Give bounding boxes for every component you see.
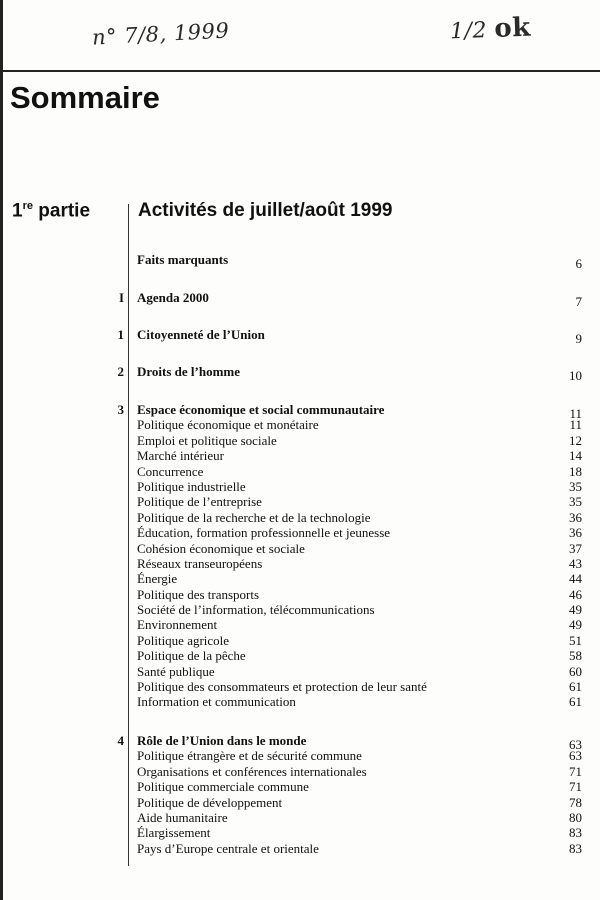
- entry-title: Environnement: [137, 617, 218, 633]
- entry-title: Santé publique: [137, 663, 215, 679]
- entry-page-number: 58: [569, 648, 582, 664]
- toc-section-heading[interactable]: [0, 364, 600, 383]
- toc-section-heading[interactable]: [0, 402, 600, 421]
- entry-title: Emploi et politique sociale: [137, 432, 277, 448]
- entry-page-number: 78: [569, 794, 582, 810]
- toc-entry[interactable]: [0, 633, 600, 648]
- toc-entry[interactable]: [0, 417, 600, 432]
- entry-title: Réseaux transeuropéens: [137, 555, 263, 571]
- entry-title: Politique de la pêche: [137, 648, 246, 664]
- toc-section-heading[interactable]: [0, 290, 600, 309]
- handwritten-issue-note: n° 7/8, 1999: [91, 18, 230, 50]
- entry-title: Société de l’information, télécommunications: [137, 602, 375, 618]
- entry-title: Information et communication: [137, 694, 296, 710]
- entry-title: Politique des transports: [137, 586, 260, 602]
- section-title: Faits marquants: [137, 252, 229, 267]
- entry-title: Énergie: [137, 571, 178, 587]
- toc-section: [0, 733, 600, 856]
- entry-page-number: 14: [569, 448, 582, 464]
- entry-page-number: 80: [569, 809, 582, 825]
- entry-title: Politique industrielle: [137, 478, 246, 494]
- section-number: 2: [117, 364, 124, 379]
- handwritten-fraction: 1/2: [449, 18, 488, 45]
- entry-page-number: 83: [569, 840, 582, 856]
- toc-section-heading[interactable]: [0, 252, 600, 271]
- entry-title: Politique de développement: [137, 794, 283, 810]
- section-page-number: 63: [569, 737, 582, 752]
- part-title: Activités de juillet/août 1999: [138, 200, 393, 221]
- toc-section: [0, 290, 600, 309]
- section-title: Droits de l’homme: [137, 364, 241, 379]
- entry-title: Pays d’Europe centrale et orientale: [137, 840, 319, 856]
- section-number: 3: [117, 402, 124, 417]
- entry-title: Politique agricole: [137, 632, 230, 648]
- top-rule: [0, 70, 600, 72]
- entry-page-number: 36: [569, 509, 582, 525]
- entry-title: Marché intérieur: [137, 448, 224, 464]
- toc-entry[interactable]: [0, 525, 600, 540]
- entry-page-number: 49: [569, 617, 582, 633]
- entry-title: Organisations et conférences internationales: [137, 763, 367, 779]
- toc-section-heading[interactable]: [0, 733, 600, 752]
- toc-entry[interactable]: [0, 617, 600, 632]
- toc-entry[interactable]: [0, 587, 600, 602]
- toc-entry[interactable]: [0, 556, 600, 571]
- toc-section: [0, 327, 600, 346]
- entry-page-number: 49: [569, 602, 582, 618]
- section-title: Citoyenneté de l’Union: [137, 327, 265, 342]
- entry-page-number: 18: [569, 463, 582, 479]
- section-page-number: 11: [569, 406, 582, 421]
- toc-entry[interactable]: [0, 795, 600, 810]
- part-number: 1: [12, 200, 23, 222]
- entry-title: Cohésion économique et sociale: [137, 540, 305, 556]
- entry-page-number: 37: [569, 540, 582, 556]
- entry-page-number: 83: [569, 825, 582, 841]
- page-title: Sommaire: [10, 80, 160, 115]
- handwritten-check-note: [450, 13, 532, 46]
- section-page-number: 9: [575, 331, 582, 346]
- section-page-number: 7: [575, 294, 582, 309]
- toc-entry[interactable]: [0, 748, 600, 763]
- toc-entry[interactable]: [0, 764, 600, 779]
- toc-entry[interactable]: [0, 841, 600, 856]
- entry-page-number: 35: [569, 494, 582, 510]
- toc-entry[interactable]: [0, 648, 600, 663]
- entry-page-number: 12: [569, 432, 582, 448]
- toc-entry[interactable]: [0, 448, 600, 463]
- toc-entry[interactable]: [0, 541, 600, 556]
- entry-title: Politique de la recherche et de la technologie: [137, 509, 371, 525]
- toc-entry[interactable]: [0, 479, 600, 494]
- entry-title: Aide humanitaire: [137, 809, 228, 825]
- entry-title: Politique de l’entreprise: [137, 494, 262, 510]
- part-number-suffix: re: [22, 200, 33, 212]
- section-page-number: 6: [575, 256, 582, 271]
- toc-entry[interactable]: [0, 433, 600, 448]
- entry-page-number: 71: [569, 779, 582, 795]
- entry-page-number: 46: [569, 586, 582, 602]
- entry-title: Éducation, formation professionnelle et jeunesse: [137, 525, 391, 541]
- section-title: Rôle de l’Union dans le monde: [137, 733, 307, 748]
- section-number: 1: [117, 327, 124, 342]
- toc-entry[interactable]: [0, 494, 600, 509]
- entry-title: Politique commerciale commune: [137, 779, 309, 795]
- section-page-number: 10: [569, 368, 582, 383]
- toc-entry[interactable]: [0, 694, 600, 709]
- part-label: [12, 200, 90, 222]
- entry-title: Politique des consommateurs et protection de leur santé: [137, 679, 427, 695]
- toc-section-heading[interactable]: [0, 327, 600, 346]
- section-number: 4: [117, 733, 124, 748]
- toc-entry[interactable]: [0, 464, 600, 479]
- part-word: partie: [38, 200, 91, 222]
- section-title: Espace économique et social communautaire: [137, 402, 385, 417]
- section-title: Agenda 2000: [137, 290, 209, 305]
- toc-entry[interactable]: [0, 664, 600, 679]
- toc-section: [0, 364, 600, 383]
- entry-page-number: 11: [569, 417, 582, 433]
- toc-section: [0, 402, 600, 710]
- entry-page-number: 60: [569, 663, 582, 679]
- toc-entry[interactable]: [0, 679, 600, 694]
- toc-entry[interactable]: [0, 825, 600, 840]
- entry-page-number: 71: [569, 763, 582, 779]
- entry-page-number: 61: [569, 694, 582, 710]
- toc-entry[interactable]: [0, 602, 600, 617]
- entry-title: Élargissement: [137, 825, 211, 841]
- entry-page-number: 36: [569, 525, 582, 541]
- toc-entry[interactable]: [0, 510, 600, 525]
- entry-page-number: 63: [569, 748, 582, 764]
- entry-page-number: 51: [569, 632, 582, 648]
- toc-entry[interactable]: [0, 571, 600, 586]
- entry-title: Concurrence: [137, 463, 204, 479]
- entry-page-number: 61: [569, 679, 582, 695]
- toc-section: [0, 252, 600, 271]
- entry-page-number: 35: [569, 478, 582, 494]
- entry-page-number: 43: [569, 555, 582, 571]
- entry-page-number: 44: [569, 571, 582, 587]
- entry-title: Politique économique et monétaire: [137, 417, 319, 433]
- handwritten-ok: ok: [493, 12, 532, 44]
- toc-entry[interactable]: [0, 779, 600, 794]
- entry-title: Politique étrangère et de sécurité commune: [137, 748, 362, 764]
- toc-entry[interactable]: [0, 810, 600, 825]
- section-number: I: [118, 290, 124, 305]
